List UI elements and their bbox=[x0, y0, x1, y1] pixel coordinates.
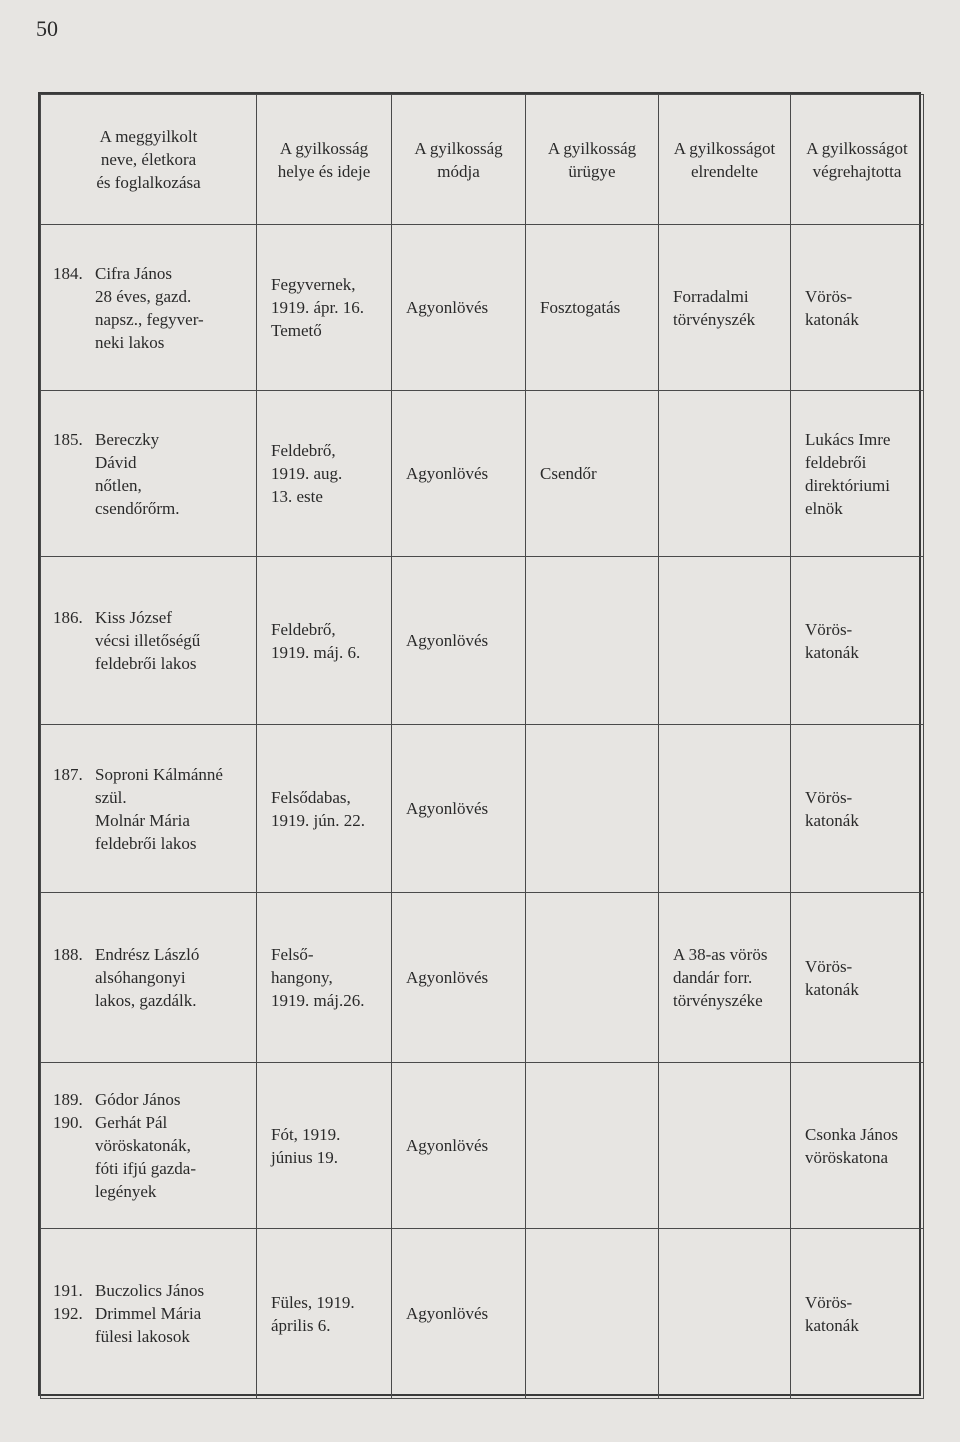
entry-number: 187. bbox=[53, 764, 83, 784]
executed-cell: Vörös- katonák bbox=[791, 893, 924, 1063]
page-number: 50 bbox=[36, 16, 58, 41]
place-cell: Füles, 1919. április 6. bbox=[257, 1229, 392, 1399]
victim-text: Gódor János bbox=[95, 1090, 181, 1109]
method-cell: Agyonlövés bbox=[392, 225, 526, 391]
entry-number: 188. bbox=[53, 945, 83, 964]
method-cell: Agyonlövés bbox=[392, 1229, 526, 1399]
entry-number: 186. bbox=[53, 608, 83, 627]
victim-text: Cifra János 28 éves, gazd. napsz., fegyver- neki lakos bbox=[95, 263, 204, 352]
victim-text: Buczolics János bbox=[95, 1281, 205, 1300]
method-cell: Agyonlövés bbox=[392, 725, 526, 893]
entry-number: 189. bbox=[53, 1090, 83, 1109]
executed-cell: Vörös- katonák bbox=[791, 557, 924, 725]
header-place-time: A gyilkosság helye és ideje bbox=[257, 95, 392, 225]
table-row bbox=[41, 557, 924, 725]
victim-cell bbox=[41, 1063, 257, 1229]
victim-cell bbox=[41, 557, 257, 725]
place-cell: Fót, 1919. június 19. bbox=[257, 1063, 392, 1229]
pretext-cell bbox=[526, 1229, 659, 1399]
method-cell: Agyonlövés bbox=[392, 893, 526, 1063]
method-cell: Agyonlövés bbox=[392, 1063, 526, 1229]
entry-number: 185. bbox=[53, 429, 83, 449]
place-cell: Felső- hangony, 1919. máj.26. bbox=[257, 893, 392, 1063]
pretext-cell: Csendőr bbox=[526, 391, 659, 557]
table-row bbox=[41, 1229, 924, 1399]
place-cell: Feldebrő, 1919. máj. 6. bbox=[257, 557, 392, 725]
executed-cell: Csonka János vöröskatona bbox=[791, 1063, 924, 1229]
victim-cell bbox=[41, 893, 257, 1063]
table-row bbox=[41, 391, 924, 557]
victim-cell bbox=[41, 225, 257, 391]
method-cell: Agyonlövés bbox=[392, 557, 526, 725]
victim-text: Kiss József vécsi illetőségű feldebrői lakos bbox=[95, 608, 201, 673]
executed-cell: Lukács Imre feldebrői direktóriumi elnök bbox=[791, 391, 924, 557]
entry-number: 191. bbox=[53, 1281, 83, 1300]
header-method: A gyilkosság módja bbox=[392, 95, 526, 225]
victim-text: Endrész László alsóhangonyi lakos, gazdálk. bbox=[95, 945, 200, 1010]
table bbox=[40, 94, 924, 1399]
victims-table bbox=[38, 92, 921, 1396]
header-pretext: A gyilkosság ürügye bbox=[526, 95, 659, 225]
entry-number: 184. bbox=[53, 263, 83, 283]
ordered-cell: A 38-as vörös dandár forr. törvényszéke bbox=[659, 893, 791, 1063]
method-cell: Agyonlövés bbox=[392, 391, 526, 557]
victim-cell bbox=[41, 1229, 257, 1399]
executed-cell: Vörös- katonák bbox=[791, 1229, 924, 1399]
table-row bbox=[41, 725, 924, 893]
pretext-cell bbox=[526, 725, 659, 893]
ordered-cell bbox=[659, 1063, 791, 1229]
pretext-cell bbox=[526, 557, 659, 725]
header-executed-by: A gyilkosságot végrehajtotta bbox=[791, 95, 924, 225]
victim-cell bbox=[41, 725, 257, 893]
ordered-cell bbox=[659, 557, 791, 725]
pretext-cell bbox=[526, 893, 659, 1063]
table-row bbox=[41, 1063, 924, 1229]
pretext-cell: Fosztogatás bbox=[526, 225, 659, 391]
executed-cell: Vörös- katonák bbox=[791, 225, 924, 391]
table-row bbox=[41, 225, 924, 391]
header-victim: A meggyilkolt neve, életkora és foglalkozása bbox=[41, 95, 257, 225]
place-cell: Felsődabas, 1919. jún. 22. bbox=[257, 725, 392, 893]
header-row bbox=[41, 95, 924, 225]
victim-text: Gerhát Pál vöröskatonák, fóti ifjú gazda- legények bbox=[95, 1113, 197, 1201]
ordered-cell bbox=[659, 725, 791, 893]
pretext-cell bbox=[526, 1063, 659, 1229]
ordered-cell: Forradalmi törvényszék bbox=[659, 225, 791, 391]
victim-text: Soproni Kálmánné szül. Molnár Mária feldebrői lakos bbox=[95, 764, 223, 853]
table-row bbox=[41, 893, 924, 1063]
victim-text: Bereczky Dávid nőtlen, csendőrőrm. bbox=[95, 429, 180, 518]
ordered-cell bbox=[659, 1229, 791, 1399]
victim-cell bbox=[41, 391, 257, 557]
place-cell: Fegyvernek, 1919. ápr. 16. Temető bbox=[257, 225, 392, 391]
ordered-cell bbox=[659, 391, 791, 557]
entry-number: 190. bbox=[53, 1113, 83, 1132]
entry-number: 192. bbox=[53, 1304, 83, 1323]
victim-text: Drimmel Mária fülesi lakosok bbox=[95, 1304, 202, 1346]
place-cell: Feldebrő, 1919. aug. 13. este bbox=[257, 391, 392, 557]
executed-cell: Vörös- katonák bbox=[791, 725, 924, 893]
header-ordered-by: A gyilkosságot elrendelte bbox=[659, 95, 791, 225]
